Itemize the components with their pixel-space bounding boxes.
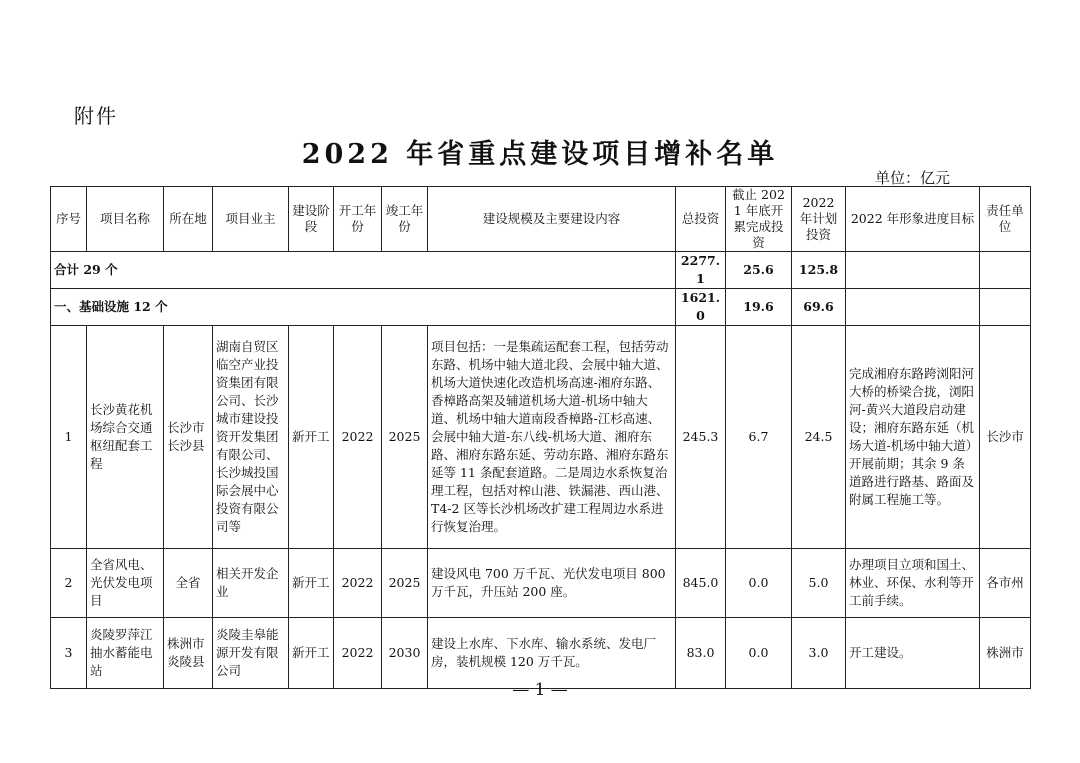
total-done: 25.6 [726, 252, 792, 289]
col-header-end-year: 竣工年份 [382, 187, 428, 252]
infra-plan: 69.6 [792, 289, 846, 326]
row-location: 全省 [164, 549, 213, 618]
row-name: 长沙黄花机场综合交通枢纽配套工程 [87, 326, 164, 549]
row-dept: 长沙市 [980, 326, 1031, 549]
page-number: — 1 — [512, 680, 568, 700]
col-header-name: 项目名称 [87, 187, 164, 252]
row-stage: 新开工 [289, 326, 334, 549]
row-name: 全省风电、光伏发电项目 [87, 549, 164, 618]
infra-invest: 1621.0 [676, 289, 726, 326]
col-header-stage: 建设阶段 [289, 187, 334, 252]
row-start-year: 2022 [334, 549, 382, 618]
row-invest: 245.3 [676, 326, 726, 549]
row-done: 0.0 [726, 549, 792, 618]
row-invest: 845.0 [676, 549, 726, 618]
col-header-no: 序号 [51, 187, 87, 252]
table-row [51, 549, 1031, 618]
row-done: 0.0 [726, 618, 792, 689]
total-plan: 125.8 [792, 252, 846, 289]
infra-done: 19.6 [726, 289, 792, 326]
row-no: 2 [51, 549, 87, 618]
attachment-label: 附件 [74, 104, 118, 128]
row-content: 项目包括：一是集疏运配套工程，包括劳动东路、机场中轴大道北段、会展中轴大道、机场大道快速化改造机场高速-湘府东路、香樟路高架及辅道机场大道-机场中轴大道、机场中轴大道南段香樟路-江杉高速、会展中轴大道-东八线-机场大道、湘府东路、湘府东路东延、劳动东路、湘府东路东延等 11 条配套道路。二是周边水系恢复治理工程，包括对榨山港、铁漏港、西山港、T4-2 区等长沙机场改扩建工程周边水系进行恢复治理。 [428, 326, 676, 549]
row-owner: 炎陵圭皋能源开发有限公司 [213, 618, 289, 689]
row-target: 办理项目立项和国土、林业、环保、水利等开工前手续。 [846, 549, 980, 618]
col-header-target: 2022 年形象进度目标 [846, 187, 980, 252]
project-table [50, 186, 1031, 689]
table-row [51, 326, 1031, 549]
row-target: 完成湘府东路跨浏阳河大桥的桥梁合拢，浏阳河-黄兴大道段启动建设；湘府东路东延（机场大道-机场中轴大道）开展前期；其余 9 条道路进行路基、路面及附属工程施工等。 [846, 326, 980, 549]
row-location: 长沙市长沙县 [164, 326, 213, 549]
col-header-owner: 项目业主 [213, 187, 289, 252]
row-plan: 5.0 [792, 549, 846, 618]
document-title: 2022 年省重点建设项目增补名单 [301, 139, 779, 170]
row-target: 开工建设。 [846, 618, 980, 689]
total-row [51, 252, 1031, 289]
row-dept: 各市州 [980, 549, 1031, 618]
row-start-year: 2022 [334, 326, 382, 549]
col-header-done-invest: 截止 2021 年底开累完成投资 [726, 187, 792, 252]
unit-label: 单位：亿元 [875, 169, 951, 187]
row-content: 建设风电 700 万千瓦、光伏发电项目 800 万千瓦，升压站 200 座。 [428, 549, 676, 618]
table-row [51, 618, 1031, 689]
col-header-plan-invest: 2022 年计划投资 [792, 187, 846, 252]
row-owner: 相关开发企业 [213, 549, 289, 618]
infra-label: 一、基础设施 12 个 [51, 289, 676, 326]
row-no: 1 [51, 326, 87, 549]
row-location: 株洲市炎陵县 [164, 618, 213, 689]
col-header-start-year: 开工年份 [334, 187, 382, 252]
row-dept: 株洲市 [980, 618, 1031, 689]
row-no: 3 [51, 618, 87, 689]
row-name: 炎陵罗萍江抽水蓄能电站 [87, 618, 164, 689]
row-plan: 24.5 [792, 326, 846, 549]
row-end-year: 2025 [382, 326, 428, 549]
row-done: 6.7 [726, 326, 792, 549]
infra-row [51, 289, 1031, 326]
row-stage: 新开工 [289, 549, 334, 618]
total-label: 合计 29 个 [51, 252, 676, 289]
row-start-year: 2022 [334, 618, 382, 689]
table-header-row [51, 187, 1031, 252]
row-owner: 湖南自贸区临空产业投资集团有限公司、长沙城市建设投资开发集团有限公司、长沙城投国际会展中心投资有限公司等 [213, 326, 289, 549]
col-header-location: 所在地 [164, 187, 213, 252]
row-invest: 83.0 [676, 618, 726, 689]
row-plan: 3.0 [792, 618, 846, 689]
col-header-dept: 责任单位 [980, 187, 1031, 252]
total-invest: 2277.1 [676, 252, 726, 289]
col-header-content: 建设规模及主要建设内容 [428, 187, 676, 252]
row-stage: 新开工 [289, 618, 334, 689]
row-end-year: 2025 [382, 549, 428, 618]
row-end-year: 2030 [382, 618, 428, 689]
row-content: 建设上水库、下水库、输水系统、发电厂房，装机规模 120 万千瓦。 [428, 618, 676, 689]
col-header-total-invest: 总投资 [676, 187, 726, 252]
